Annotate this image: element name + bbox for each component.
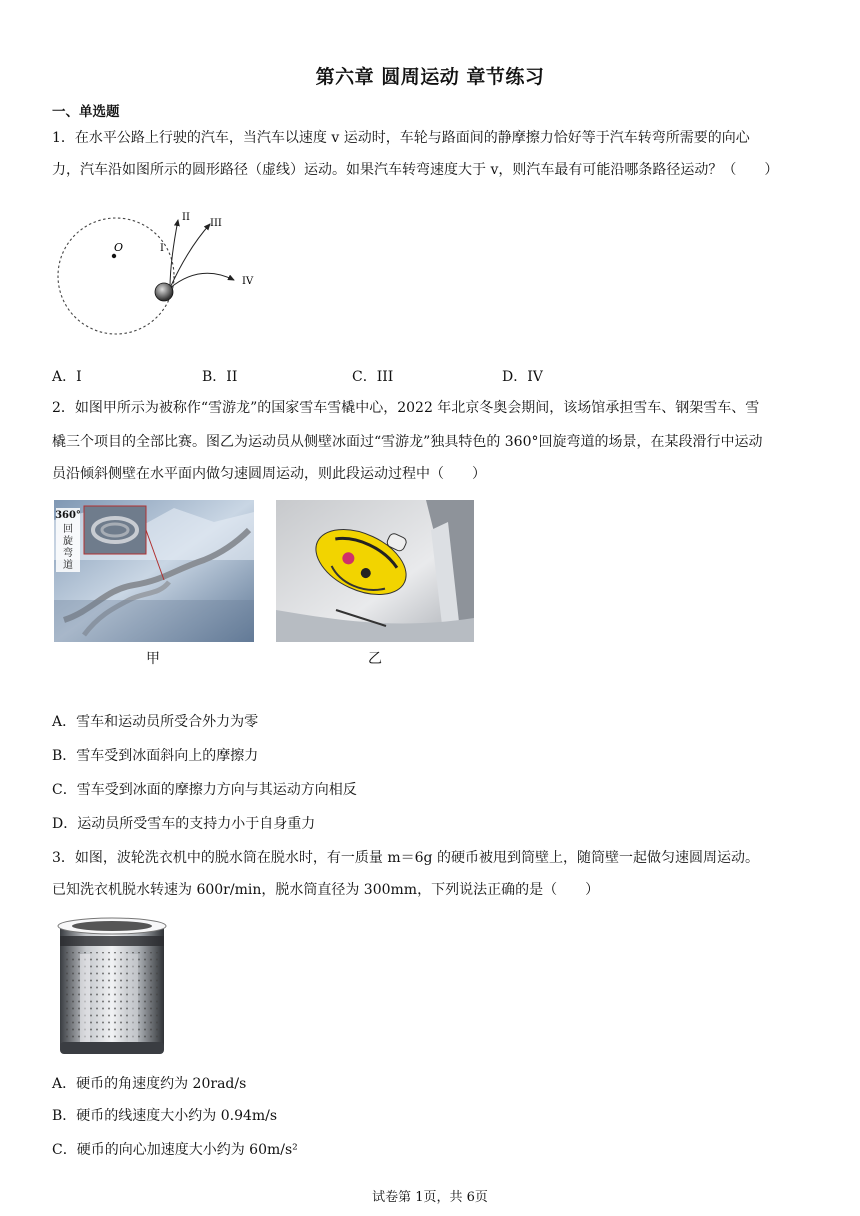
figure-label-path2: II: [182, 212, 190, 223]
q1-option-b: B．II: [202, 369, 238, 385]
q1-circular-path-figure: [52, 196, 272, 356]
photo-label-char1: 回: [63, 524, 73, 535]
q2-option-a: A．雪车和运动员所受合外力为零: [52, 714, 259, 730]
q2-photo-track-aerial: [54, 500, 254, 642]
q2-option-c: C．雪车受到冰面的摩擦力方向与其运动方向相反: [52, 782, 357, 798]
q2-text-line1: 2．如图甲所示为被称作“雪游龙”的国家雪车雪橇中心，2022 年北京冬奥会期间，该场馆承担雪车、钢架雪车、雪: [52, 400, 760, 416]
figure-label-center: O: [114, 241, 124, 254]
q3-photo-spin-drum: [52, 914, 170, 1062]
photo-label-char3: 弯: [63, 548, 73, 559]
photo-label-360: 360°: [55, 510, 81, 521]
photo-label-char4: 道: [63, 560, 73, 571]
q2-option-d: D．运动员所受雪车的支持力小于自身重力: [52, 816, 316, 832]
q1-text-line2: 力，汽车沿如图所示的圆形路径（虚线）运动。如果汽车转弯速度大于 v，则汽车最有可能沿哪条路径运动？（ ）: [52, 162, 779, 178]
q2-text-line2: 橇三个项目的全部比赛。图乙为运动员从侧壁冰面过“雪游龙”独具特色的 360°回旋弯道的场景，在某段滑行中运动: [52, 434, 763, 450]
page-title: 第六章 圆周运动 章节练习: [315, 66, 545, 88]
q2-text-line3: 员沿倾斜侧壁在水平面内做匀速圆周运动，则此段运动过程中（ ）: [52, 466, 486, 482]
q2-caption-yi: 乙: [368, 651, 382, 667]
q2-caption-jia: 甲: [146, 651, 160, 667]
q3-text-line2: 已知洗衣机脱水转速为 600r/min，脱水筒直径为 300mm，下列说法正确的是（ ）: [52, 882, 600, 898]
figure-label-path1: I: [160, 243, 164, 254]
page-footer: 试卷第 1页，共 6页: [372, 1190, 488, 1205]
q2-option-b: B．雪车受到冰面斜向上的摩擦力: [52, 748, 259, 764]
q3-option-a: A．硬币的角速度约为 20rad/s: [52, 1076, 247, 1092]
q1-text-line1: 1．在水平公路上行驶的汽车，当汽车以速度 v 运动时，车轮与路面间的静摩擦力恰好等于汽车转弯所需要的向心: [52, 130, 750, 146]
q2-photo-bobsled: [276, 500, 474, 642]
q3-text-line1: 3．如图，波轮洗衣机中的脱水筒在脱水时，有一质量 m＝6g 的硬币被甩到筒壁上，随筒壁一起做匀速圆周运动。: [52, 850, 759, 866]
q1-option-d: D．IV: [502, 369, 543, 385]
q3-option-c: C．硬币的向心加速度大小约为 60m/s²: [52, 1142, 298, 1158]
figure-label-path3: III: [210, 218, 222, 229]
q1-option-c: C．III: [352, 369, 394, 385]
q1-option-a: A．I: [52, 369, 82, 385]
section-heading: 一、单选题: [52, 104, 120, 120]
q3-option-b: B．硬币的线速度大小约为 0.94m/s: [52, 1108, 278, 1124]
figure-label-path4: IV: [242, 276, 254, 287]
photo-label-char2: 旋: [63, 536, 73, 547]
